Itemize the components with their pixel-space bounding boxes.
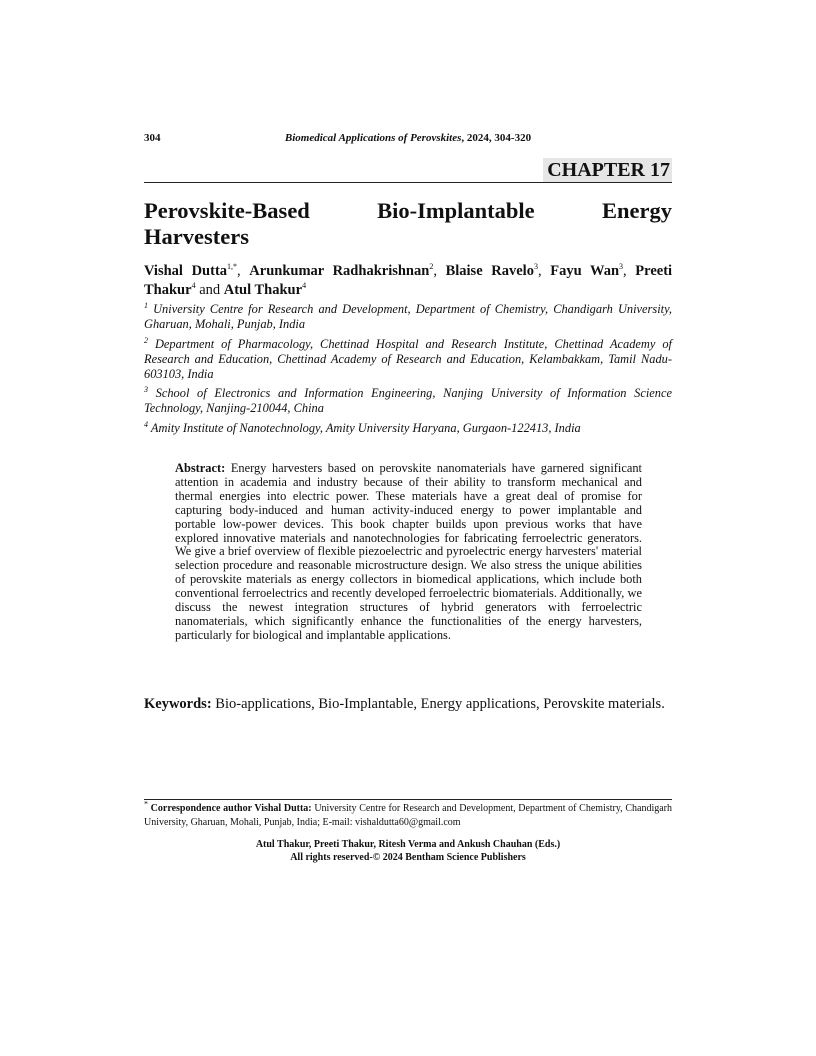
journal-title: Biomedical Applications of Perovskites <box>284 132 462 144</box>
footnote <box>144 799 672 830</box>
author-name: Blaise Ravelo <box>445 263 534 279</box>
author-sep: , <box>537 263 551 279</box>
affiliation <box>144 386 672 416</box>
keywords-text: Bio-applications, Bio-Implantable, Energy applications, Perovskite materials. <box>211 696 665 712</box>
abstract-label: Abstract: <box>175 461 226 475</box>
author-sup: 1,* <box>227 262 238 272</box>
author-name: Vishal Dutta <box>144 263 228 279</box>
abstract <box>175 462 642 643</box>
affiliation <box>144 421 672 436</box>
affiliation-text: School of Electronics and Information Engineering, Nanjing University of Information Science Technology, Nanjing-210044, China <box>144 386 672 415</box>
author-name: Fayu Wan <box>550 263 620 279</box>
affiliation-text: Amity Institute of Nanotechnology, Amity University Haryana, Gurgaon-122413, India <box>150 421 581 435</box>
chapter-title <box>144 198 672 250</box>
header-rule <box>144 182 672 183</box>
title-word: Bio-Implantable <box>377 198 535 223</box>
affiliation-number: 4 <box>144 419 148 429</box>
journal-citation <box>144 132 672 144</box>
footnote-rule <box>144 799 672 800</box>
page-number: 304 <box>144 132 161 144</box>
author-sup: 2 <box>429 262 434 272</box>
author-sep: and <box>195 282 224 298</box>
editors-block <box>144 838 672 864</box>
author-sep: , <box>623 263 636 279</box>
journal-info: , 2024, 304-320 <box>461 132 532 144</box>
author-name: Preeti Thakur <box>144 263 673 298</box>
author-sup: 3 <box>619 262 624 272</box>
author-name: Arunkumar Radhakrishnan <box>249 263 430 279</box>
author-sup: 3 <box>533 262 538 272</box>
affiliation-number: 2 <box>144 335 148 345</box>
affiliation-number: 3 <box>144 384 148 394</box>
affiliation <box>144 337 672 382</box>
title-line-2: Harvesters <box>144 224 249 249</box>
chapter-label: CHAPTER 17 <box>543 158 672 182</box>
affiliation-number: 1 <box>144 300 148 310</box>
affiliation-text: University Centre for Research and Development, Department of Chemistry, Chandigarh University, Gharuan, Mohali, Punjab, India <box>144 302 672 331</box>
affiliation-text: Department of Pharmacology, Chettinad Hospital and Research Institute, Chettinad Academy of Research and Education, Chettinad Academy of Research and Education, Kelambakkam, Tamil Nadu-603103, India <box>144 337 672 381</box>
abstract-text: Energy harvesters based on perovskite nanomaterials have garnered significant attention in academia and industry because of their ability to transform mechanical and thermal energies into electric power. These materials have a great deal of promise for capturing body-induced and human activity-induced energy to power implantable and portable low-power devices. This book chapter builds upon previous works that have explored innovative materials and nanotechnologies for fabricating ferroelectric generators. We give a brief overview of flexible piezoelectric and pyroelectric energy harvesters' material selection procedure and reasonable microstructure design. We also stress the unique abilities of perovskite materials as energy collectors in biomedical applications, which include both conventional ferroelectrics and recently developed ferroelectric biomaterials. Additionally, we discuss the newest integration structures of hybrid generators with ferroelectric nanomaterials, which significantly enhance the functionalities of the energy harvesters, particularly for biological and implantable applications. <box>175 461 642 642</box>
footnote-mark: * <box>144 799 148 809</box>
author-sep: , <box>237 263 250 279</box>
copyright-line: All rights reserved-© 2024 Bentham Science Publishers <box>290 852 526 863</box>
author-sup: 4 <box>191 281 196 291</box>
author-sep: , <box>433 263 446 279</box>
author-sup: 4 <box>302 281 307 291</box>
keywords-label: Keywords: <box>144 696 212 712</box>
author-name: Atul Thakur <box>223 282 303 298</box>
footnote-text: University Centre for Research and Development, Department of Chemistry, Chandigarh University, Gharuan, Mohali, Punjab, India; E-mail: vishaldutta60@gmail.com <box>144 803 672 828</box>
title-word: Energy <box>601 198 672 223</box>
keywords <box>144 695 672 713</box>
affiliation <box>144 302 672 332</box>
editors-line: Atul Thakur, Preeti Thakur, Ritesh Verma and Ankush Chauhan (Eds.) <box>255 839 561 850</box>
title-word: Perovskite-Based <box>144 198 310 223</box>
footnote-label: Correspondence author Vishal Dutta: <box>150 803 312 814</box>
author-list <box>144 262 672 300</box>
